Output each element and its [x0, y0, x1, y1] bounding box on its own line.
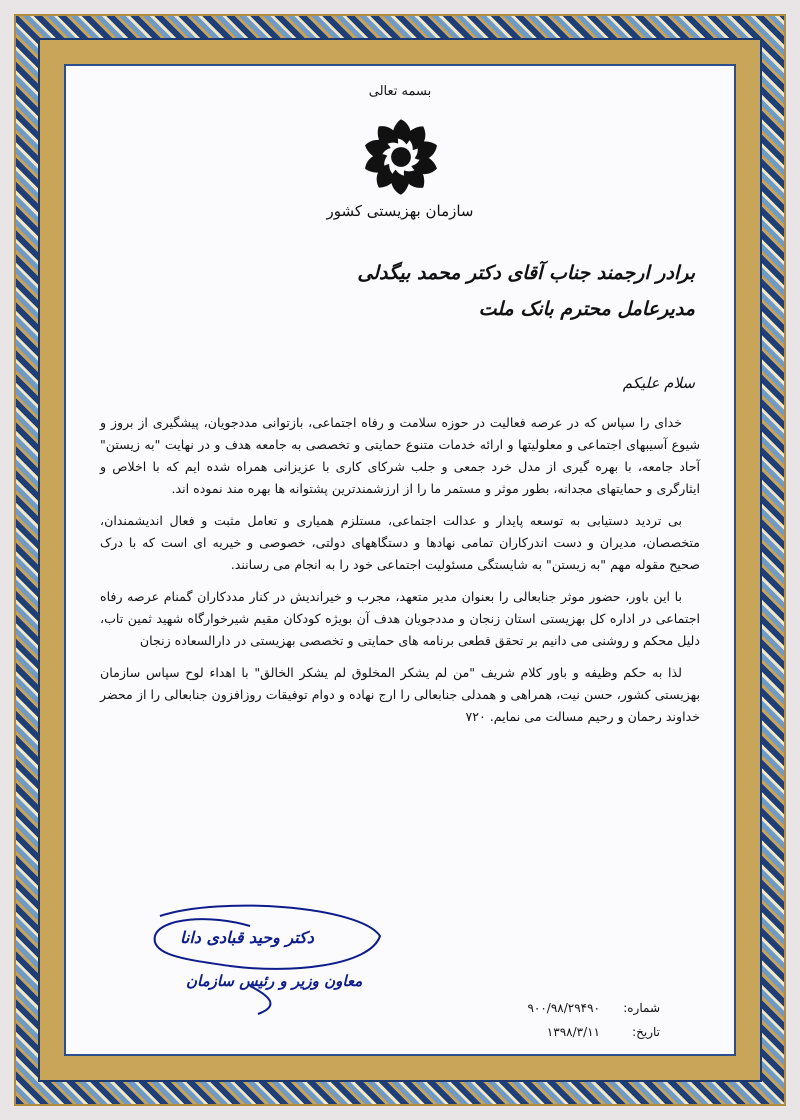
letter-number-row	[527, 996, 660, 1020]
organization-logo-icon	[356, 112, 446, 202]
addressee-name: برادر ارجمند جناب آقای دکتر محمد بیگدلی	[357, 262, 695, 284]
addressee-position: مدیرعامل محترم بانک ملت	[478, 298, 695, 320]
date-value: ۱۳۹۸/۳/۱۱	[546, 1025, 600, 1039]
invocation-text: بسمه تعالی	[368, 84, 432, 99]
signatory-title: معاون وزیر و رئیس سازمان	[186, 972, 363, 990]
paragraph-3: با این باور، حضور موثر جنابعالی را بعنوان مدیر متعهد، مجرب و خیراندیش در کنار مددکاران گمنام عرصه رفاه اجتماعی در اداره کل بهزیستی استان زنجان و مددجویان هدف آن بویژه کودکان مقیم شیرخوارگاه شهید ثمین تاب، دلیل محکم و روشنی می دانیم بر تحقق قطعی برنامه های حمایتی و تخصصی بهزیستی در دارالسعاده زنجان	[100, 589, 700, 648]
addressee-block	[357, 262, 695, 320]
paragraph-2: بی تردید دستیابی به توسعه پایدار و عدالت اجتماعی، مستلزم همیاری و تعامل مثبت و فعال اندیشمندان، متخصصان، مدیران و دست اندرکاران تمامی نهادها و دستگاههای دولتی، خصوصی و خیریه ای است که با درک صحیح مقوله مهم "به زیستن" به شایستگی مسئولیت اجتماعی خود را به انجام می رسانند.	[100, 513, 700, 572]
letter-body	[100, 412, 700, 738]
paragraph-1: خدای را سپاس که در عرصه فعالیت در حوزه سلامت و رفاه اجتماعی، بازتوانی مددجویان، پیشگیری از بروز و شیوع آسیبهای اجتماعی و معلولیتها و ارائه خدمات متنوع حمایتی و تخصصی به جامعه هدف و در نهایت "به زیستن" آحاد جامعه، با بهره گیری از مدل خرد جمعی و جلب شرکای کاری با عزیزانی همراه شده ایم که با اخلاص و ایثارگری و حمایتهای مجدانه، بطور موثر و مستمر ما را از ارزشمندترین پشتوانه ها بهره مند نموده اند.	[100, 415, 700, 496]
letter-meta	[527, 996, 660, 1044]
number-value: ۹۰۰/۹۸/۲۹۴۹۰	[527, 1001, 600, 1015]
paragraph-4: لذا به حکم وظیفه و باور کلام شریف "من لم یشکر المخلوق لم یشکر الخالق" با اهداء لوح سپاس سازمان بهزیستی کشور، حسن نیت، همراهی و همدلی جنابعالی را ارج نهاده و دوام توفیقات روزافزون جنابعالی را از محضر خداوند رحمان و رحیم مسالت می نمایم. ۷۲۰	[100, 665, 700, 724]
organization-name: سازمان بهزیستی کشور	[326, 202, 474, 220]
signatory-name: دکتر وحید قبادی دانا	[180, 928, 314, 947]
number-label: شماره:	[623, 1001, 660, 1015]
date-label: تاریخ:	[632, 1025, 660, 1039]
greeting: سلام علیکم	[622, 374, 695, 392]
letter-date-row	[527, 1020, 660, 1044]
signature-scribble	[130, 896, 390, 1016]
